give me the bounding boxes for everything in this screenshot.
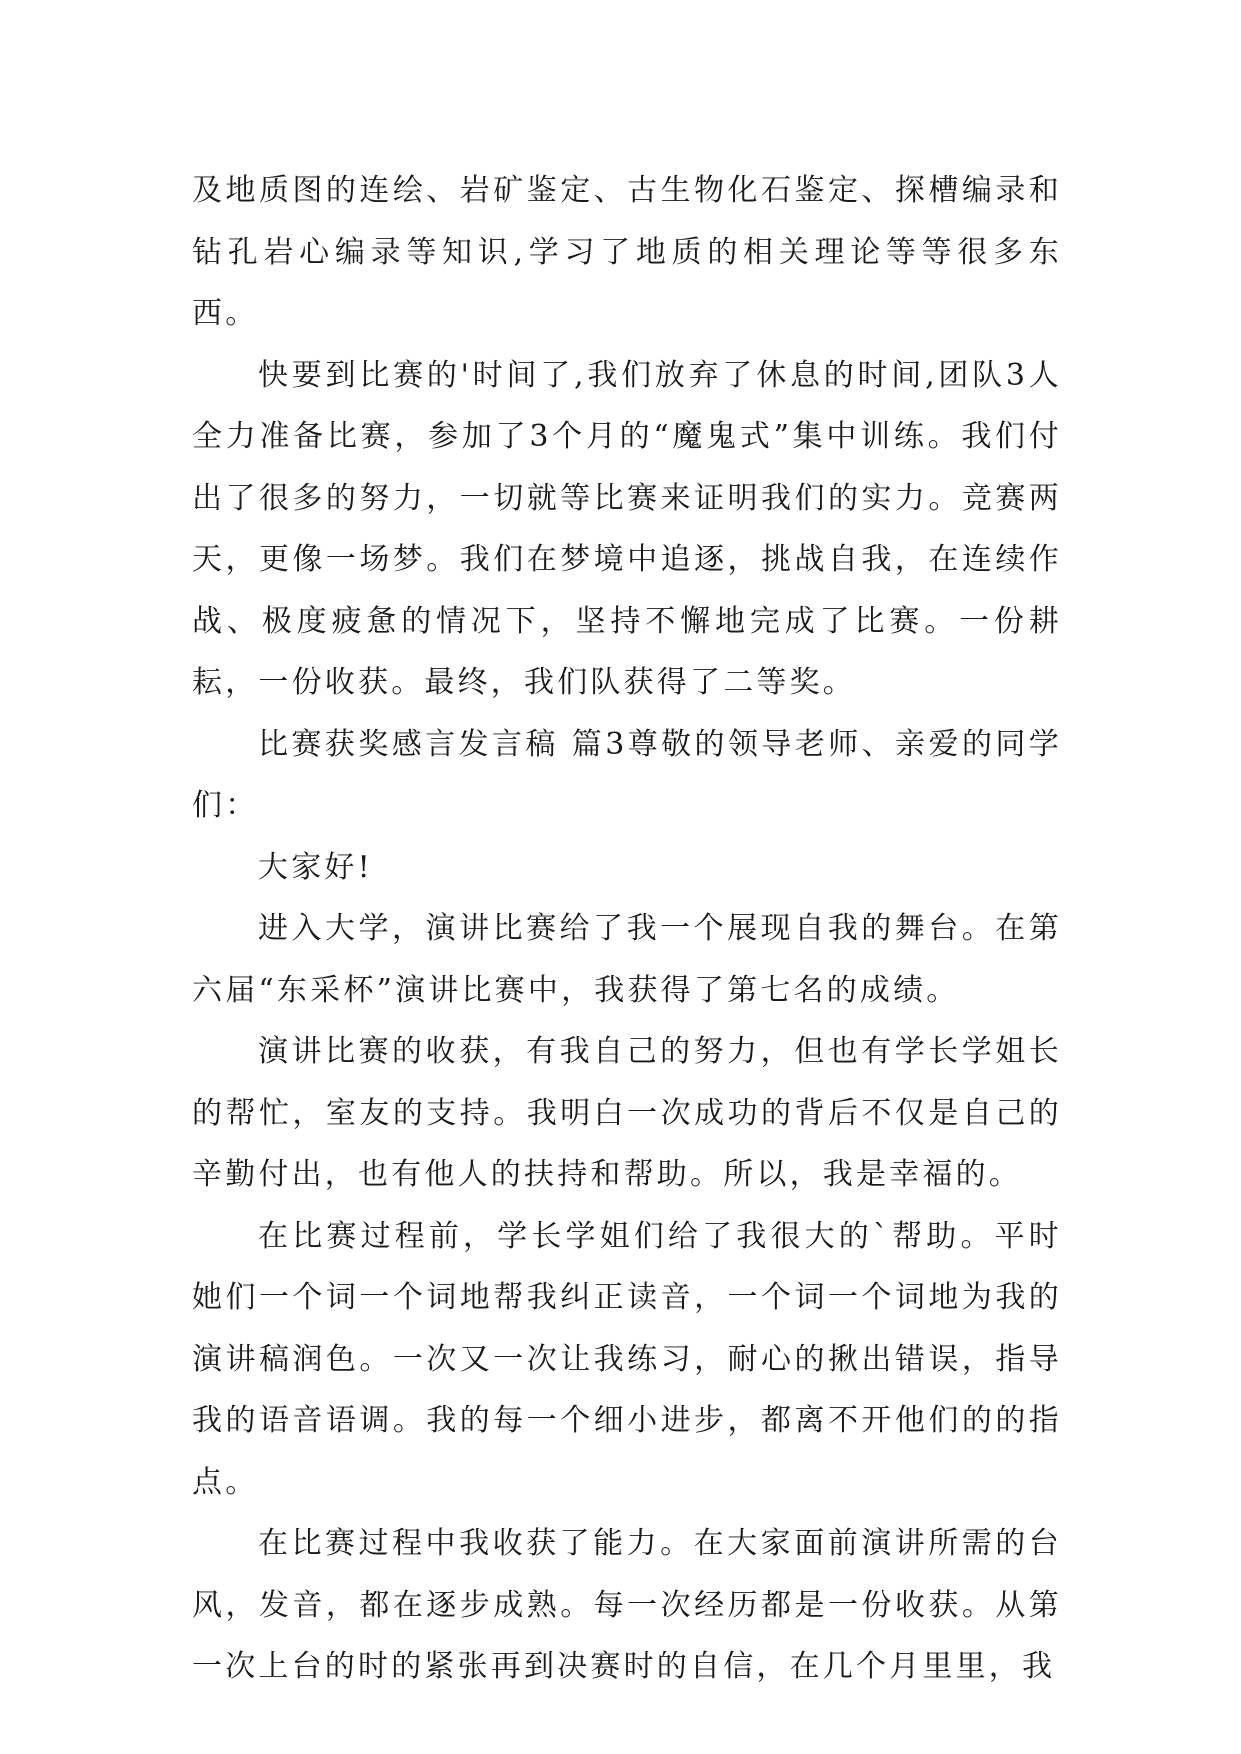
paragraph: 在比赛过程前，学长学姐们给了我很大的`帮助。平时她们一个词一个词地帮我纠正读音，一个词一个词地为我的演讲稿润色。一次又一次让我练习，耐心的揪出错误，指导我的语音语调。我的每一个细小进步，都离不开他们的的指点。 [192,1218,1062,1500]
paragraph: 在比赛过程中我收获了能力。在大家面前演讲所需的台风，发音，都在逐步成熟。每一次经历都是一份收获。从第一次上台的时的紧张再到决赛时的自信，在几个月里里，我 [192,1526,1062,1684]
greeting-paragraph: 大家好! [258,849,373,885]
section-heading-paragraph: 比赛获奖感言发言稿 篇3尊敬的领导老师、亲爱的同学们： [192,726,1062,823]
paragraph: 及地质图的连绘、岩矿鉴定、古生物化石鉴定、探槽编录和钻孔岩心编录等知识,学习了地质的相关理论等等很多东西。 [192,173,1062,331]
paragraph: 快要到比赛的'时间了,我们放弃了休息的时间,团队3人全力准备比赛，参加了3个月的“魔鬼式”集中训练。我们付出了很多的努力，一切就等比赛来证明我们的实力。竞赛两天，更像一场梦。我们在梦境中追逐，挑战自我，在连续作战、极度疲惫的情况下，坚持不懈地完成了比赛。一份耕耘，一份收获。最终，我们队获得了二等奖。 [192,357,1062,700]
paragraph: 进入大学，演讲比赛给了我一个展现自我的舞台。在第六届“东采杯”演讲比赛中，我获得了第七名的成绩。 [192,911,1062,1008]
document-body [192,160,1062,1698]
paragraph: 演讲比赛的收获，有我自己的努力，但也有学长学姐长的帮忙，室友的支持。我明白一次成功的背后不仅是自己的辛勤付出，也有他人的扶持和帮助。所以，我是幸福的。 [192,1034,1062,1192]
